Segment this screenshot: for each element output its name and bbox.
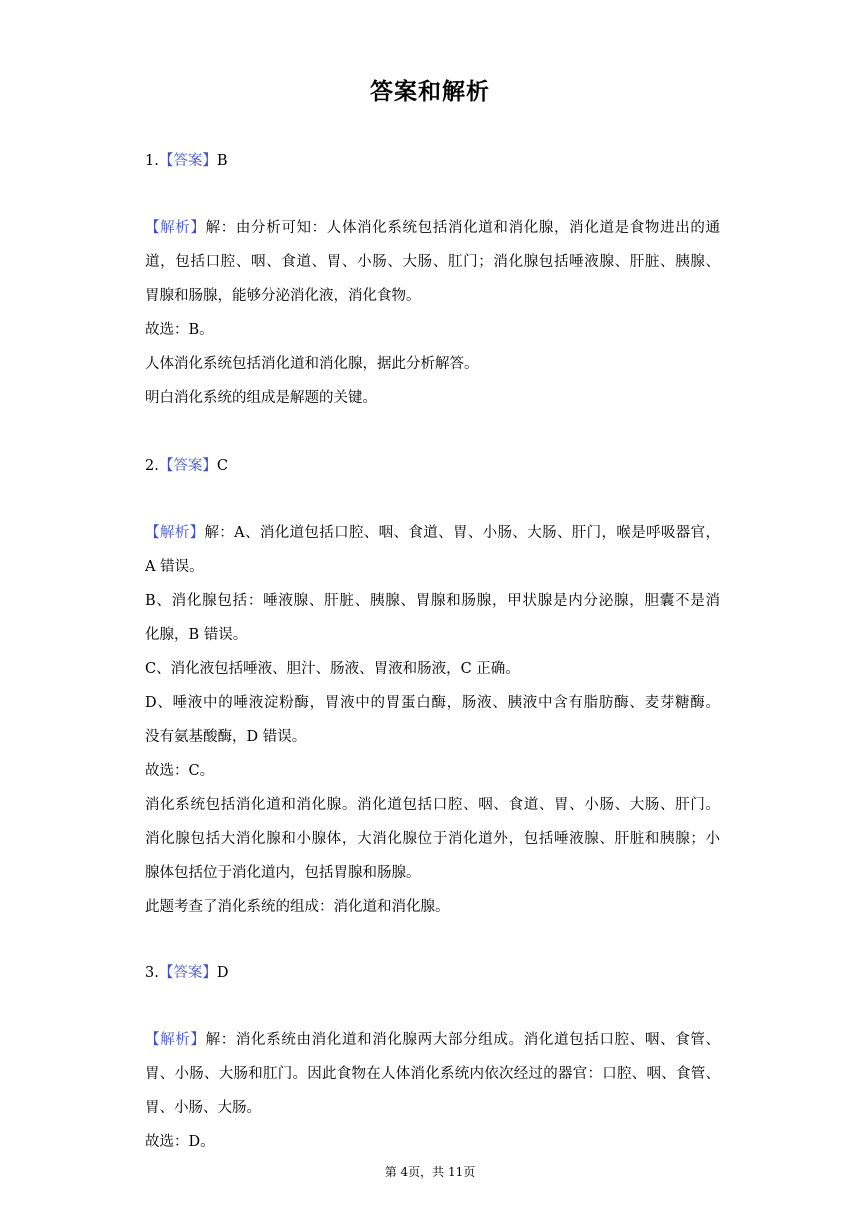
analysis-line: 胃腺和肠腺，能够分泌消化液，消化食物。 (145, 288, 421, 304)
analysis-line: D、唾液中的唾液淀粉酶，胃液中的胃蛋白酶，肠液、胰液中含有脂肪酶、麦芽糖酶。 (145, 695, 720, 711)
question-number-2: 2. (145, 458, 159, 474)
analysis-line: 腺体包括位于消化道内，包括胃腺和肠腺。 (145, 865, 421, 881)
answer-tag-1: 【答案】 (158, 153, 217, 169)
answer-value-3: D (216, 965, 229, 981)
analysis-line: 没有氨基酸酶，D 错误。 (145, 729, 307, 745)
answer-value-1: B (216, 153, 228, 169)
analysis-tag-3: 【解析】 (145, 1032, 206, 1048)
analysis-line: 明白消化系统的组成是解题的关键。 (145, 390, 377, 406)
answer-value-2: C (216, 458, 228, 474)
page-footer: 第 4页，共 11页 (384, 1165, 476, 1179)
analysis-line: 道，包括口腔、咽、食道、胃、小肠、大肠、肛门；消化腺包括唾液腺、肝脏、胰腺、 (145, 254, 720, 270)
question-number-1: 1. (145, 153, 159, 169)
analysis-line: 化腺，B 错误。 (145, 627, 248, 643)
analysis-line: 消化系统包括消化道和消化腺。消化道包括口腔、咽、食道、胃、小肠、大肠、肝门。 (145, 797, 720, 813)
analysis-line: 此题考查了消化系统的组成：消化道和消化腺。 (145, 899, 450, 915)
analysis-tag-1: 【解析】 (145, 220, 206, 236)
analysis-line: 【解析】解：A、消化道包括口腔、咽、食道、胃、小肠、大肠、肝门，喉是呼吸器官， (145, 525, 721, 541)
answer-line-1 (145, 151, 720, 171)
analysis-line: B、消化腺包括：唾液腺、肝脏、胰腺、胃腺和肠腺，甲状腺是内分泌腺，胆囊不是消 (145, 593, 720, 609)
analysis-line: 人体消化系统包括消化道和消化腺，据此分析解答。 (145, 356, 479, 372)
analysis-line: 故选：C。 (145, 763, 215, 779)
answer-line-3 (145, 963, 720, 983)
analysis-line: 胃、小肠、大肠。 (145, 1100, 261, 1116)
analysis-line: 胃、小肠、大肠和肛门。因此食物在人体消化系统内依次经过的器官：口腔、咽、食管、 (145, 1066, 720, 1082)
analysis-line: 故选：D。 (145, 1134, 215, 1150)
question-number-3: 3. (145, 965, 159, 981)
answer-tag-2: 【答案】 (158, 458, 217, 474)
analysis-line: A 错误。 (145, 559, 204, 575)
analysis-line: 【解析】解：由分析可知：人体消化系统包括消化道和消化腺，消化道是食物进出的通 (145, 220, 721, 236)
answer-tag-3: 【答案】 (158, 965, 217, 981)
answer-line-2 (145, 456, 720, 476)
analysis-tag-2: 【解析】 (145, 525, 205, 541)
analysis-line: 故选：B。 (145, 322, 214, 338)
analysis-line: 消化腺包括大消化腺和小腺体，大消化腺位于消化道外，包括唾液腺、肝脏和胰腺；小 (145, 831, 720, 847)
page-title: 答案和解析 (370, 79, 490, 105)
analysis-line: C、消化液包括唾液、胆汁、肠液、胃液和肠液，C 正确。 (145, 661, 520, 677)
analysis-line: 【解析】解：消化系统由消化道和消化腺两大部分组成。消化道包括口腔、咽、食管、 (145, 1032, 721, 1048)
